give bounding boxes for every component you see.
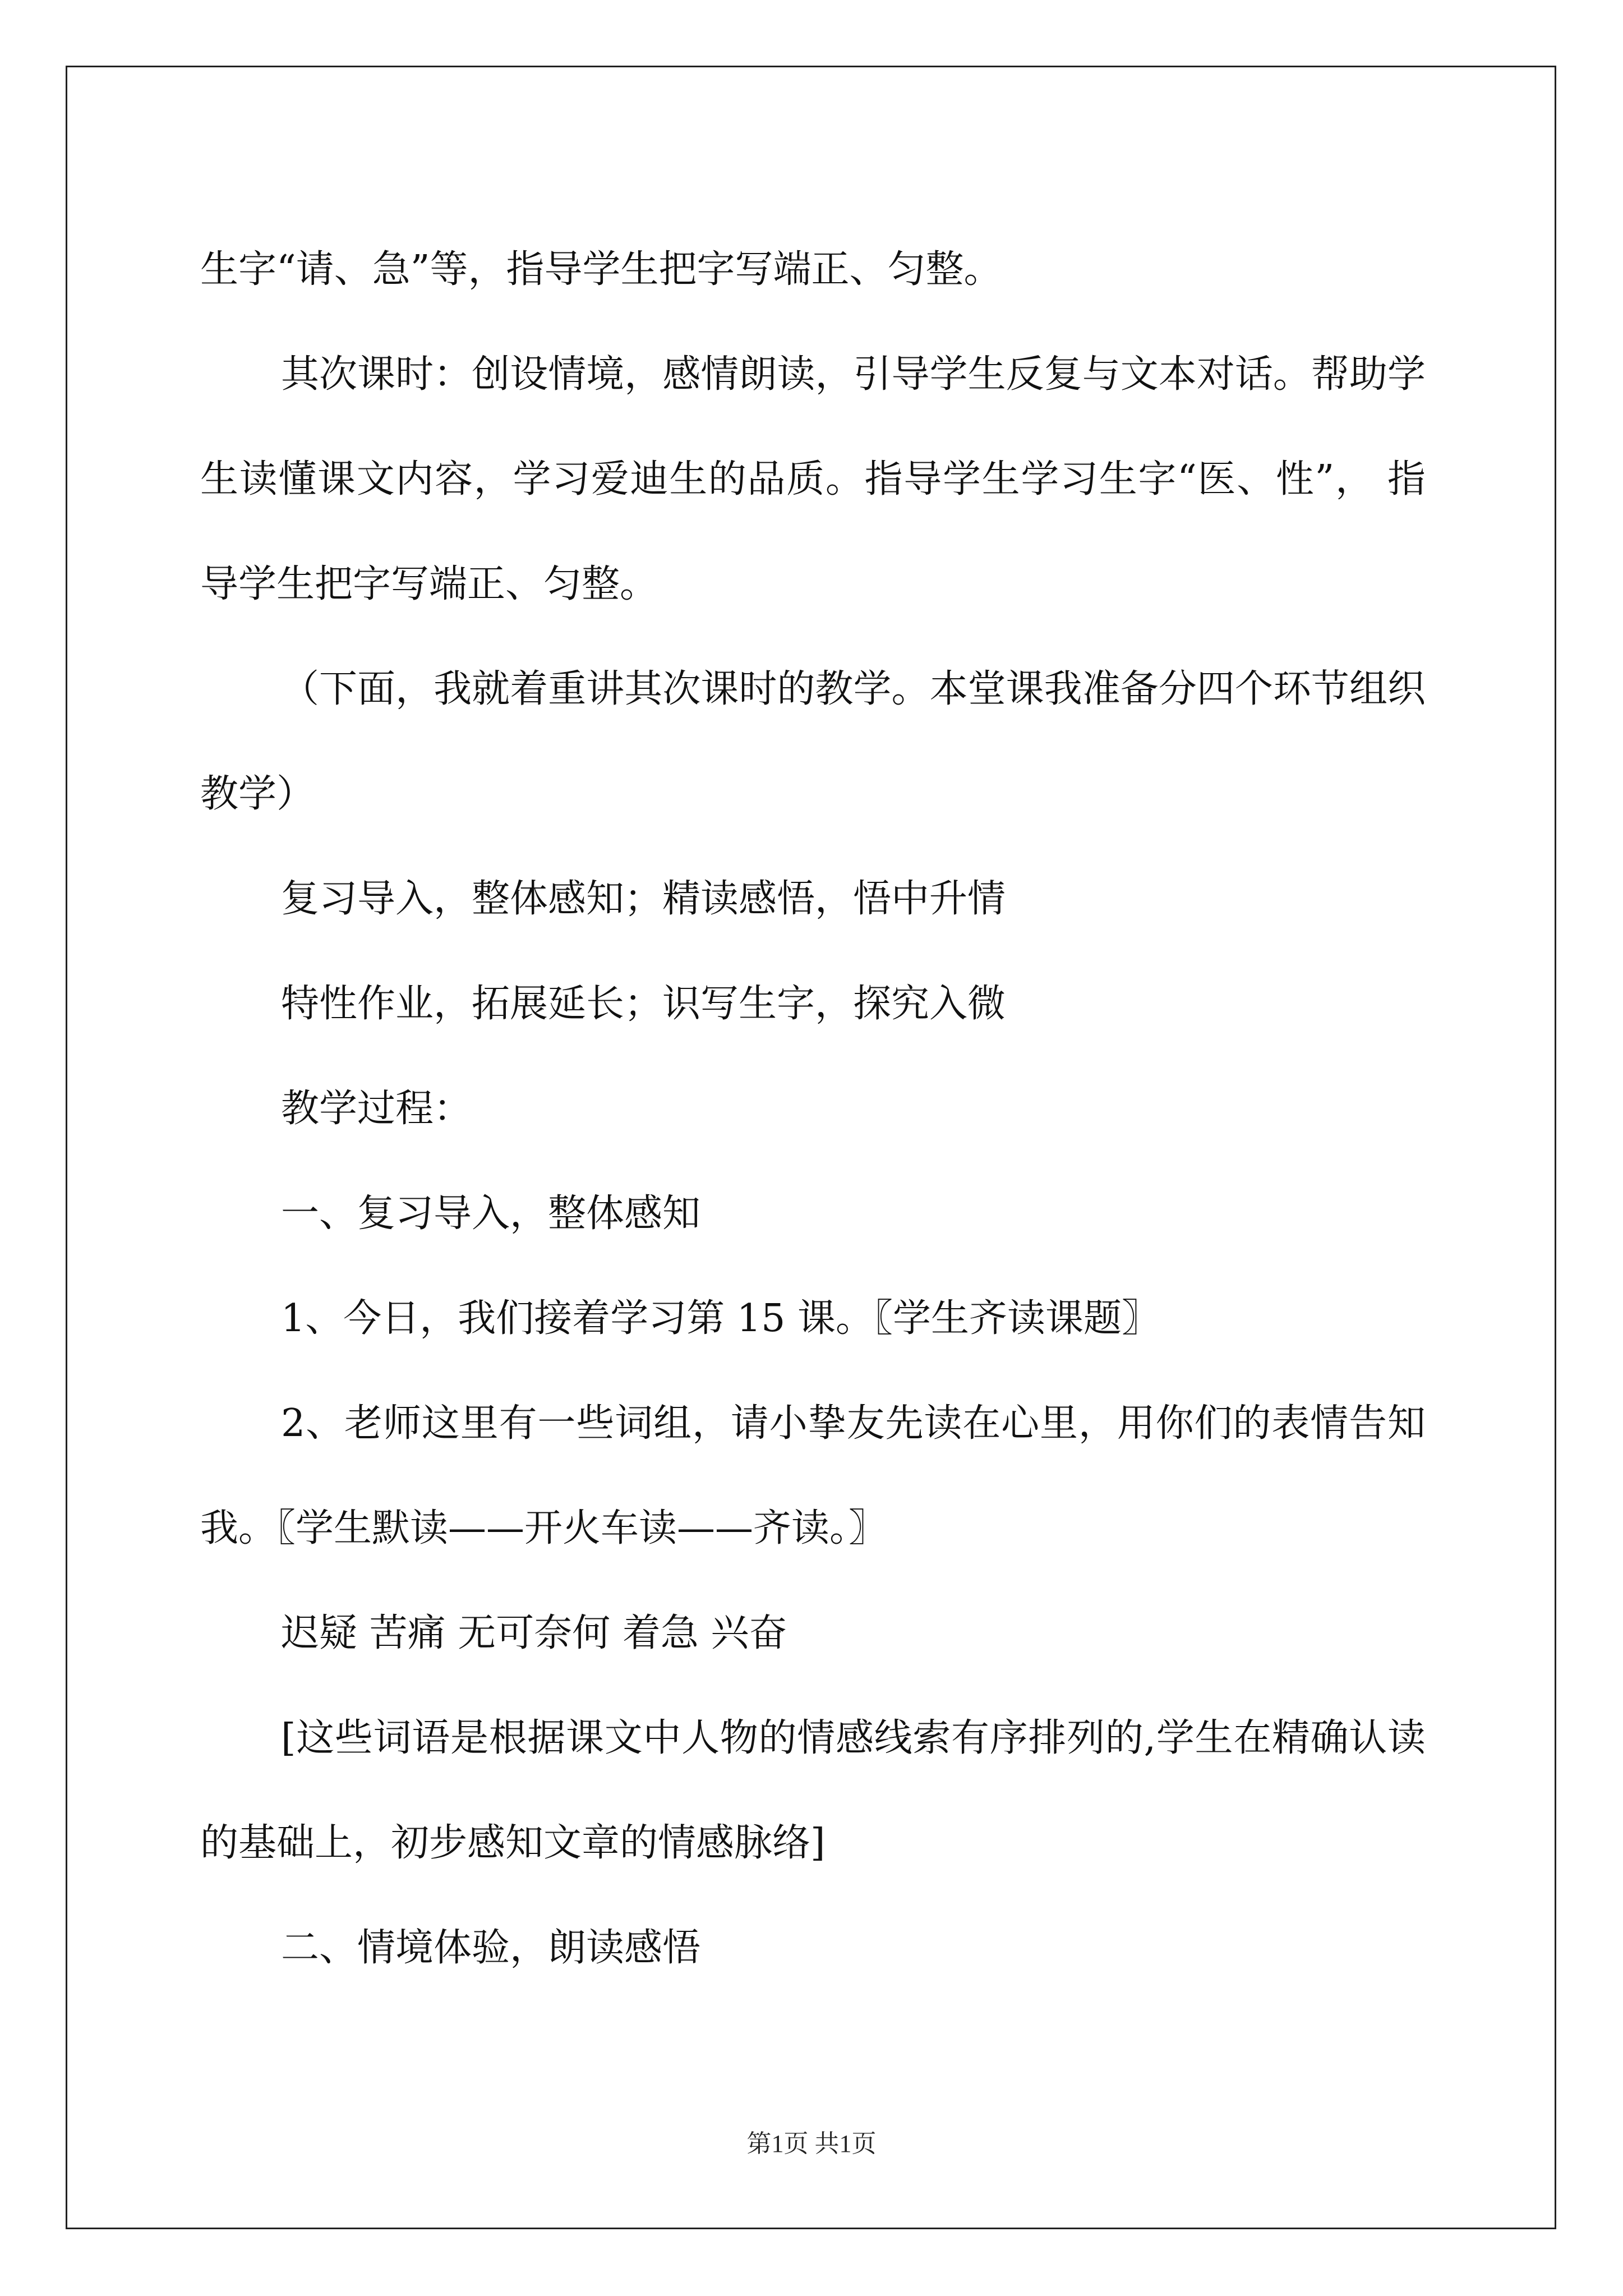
paragraph-5: 特性作业，拓展延长；识写生字，探究入微: [281, 982, 1006, 1026]
paragraph-11: [这些词语是根据课文中人物的情感线索有序排列的,学生在精确认读的基础上，初步感知文章的情感脉络]: [200, 1716, 1426, 1865]
page-number-footer: 第1页 共1页: [746, 2130, 877, 2157]
paragraph-1: 生字“请、急”等，指导学生把字写端正、匀整。: [200, 247, 1002, 292]
paragraph-2: 其次课时：创设情境，感情朗读，引导学生反复与文本对话。帮助学生读懂课文内容，学习爱迪生的品质。指导学生学习生字“医、性”， 指导学生把字写端正、匀整。: [200, 352, 1426, 606]
section-heading-1: 一、复习导入，整体感知: [281, 1191, 701, 1236]
paragraph-9: 2、老师这里有一些词组，请小挚友先读在心里，用你们的表情告知我。〖学生默读——开火车读——齐读。〗: [200, 1401, 1426, 1550]
paragraph-3: （下面，我就着重讲其次课时的教学。本堂课我准备分四个环节组织教学）: [200, 667, 1426, 816]
section-heading-2: 二、情境体验，朗读感悟: [281, 1926, 701, 1970]
paragraph-4: 复习导入，整体感知；精读感悟，悟中升情: [281, 877, 1006, 921]
paragraph-8: 1、今日，我们接着学习第 15 课。〖学生齐读课题〗: [281, 1296, 1160, 1341]
paragraph-6: 教学过程：: [281, 1087, 472, 1131]
document-body: [200, 217, 1426, 2000]
word-list: 迟疑 苦痛 无可奈何 着急 兴奋: [281, 1611, 787, 1655]
